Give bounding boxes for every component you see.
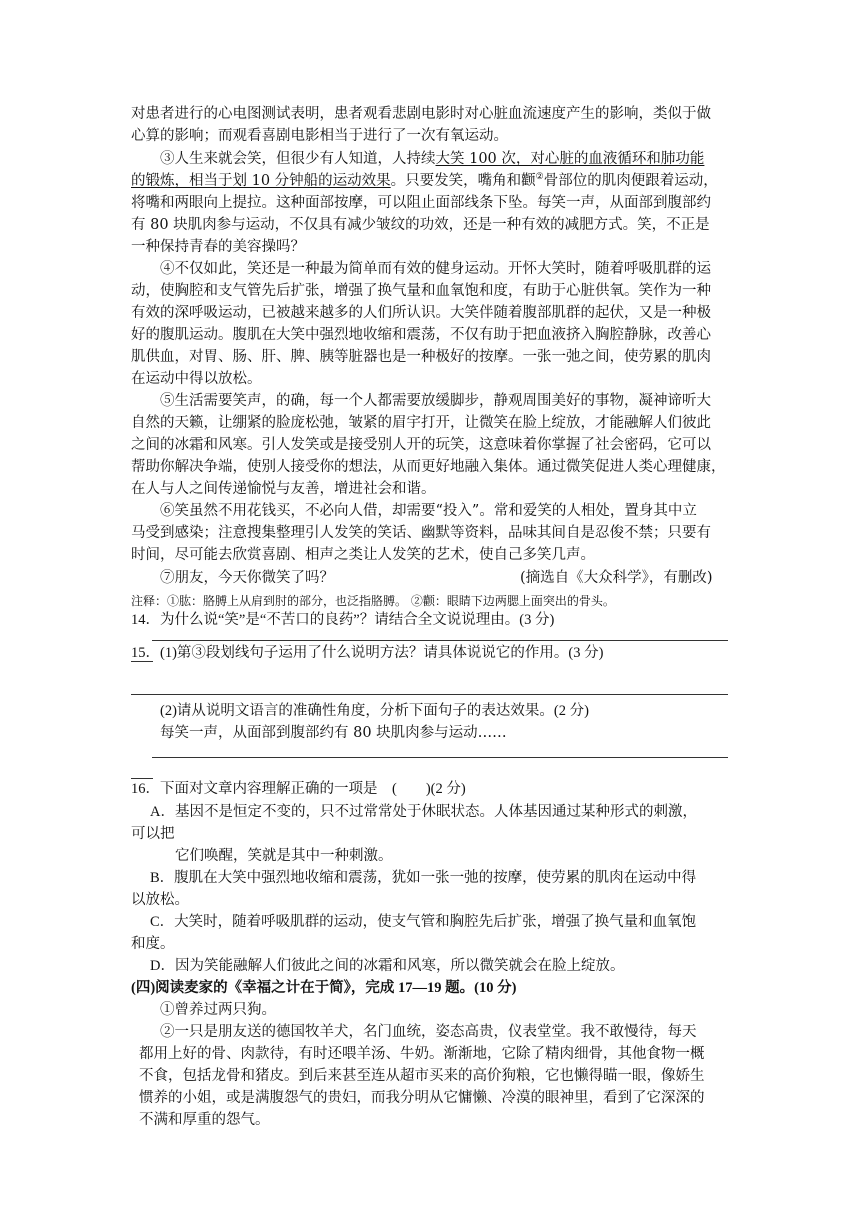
quoted-sentence: 每笑一声，从面部到腹部约有 80 块肌肉参与运动…… <box>160 725 507 741</box>
passage-line: ④不仅如此，笑还是一种最为简单而有效的健身运动。开怀大笑时，随着呼吸肌群的运 <box>160 261 711 277</box>
option-b[interactable]: B．腹肌在大笑中强烈地收缩和震荡，犹如一张一弛的按摩，使劳累的肌肉在运动中得 <box>150 870 697 886</box>
footnote: 注释：①肱：胳膊上从肩到肘的部分，也泛指胳膊。 ②颧：眼睛下边两腮上面突出的骨头。 <box>131 594 615 608</box>
passage-line: 将嘴和两眼向上提拉。这种面部按摩，可以阻止面部线条下坠。每笑一声，从面部到腹部约 <box>131 195 711 211</box>
passage-text: 。只要发笑，嘴角和颧 <box>390 173 536 189</box>
footnote-marker: ② <box>535 172 544 183</box>
paragraph-3-line1 <box>160 149 704 169</box>
passage-line: 帮助你解决争端，使别人接受你的想法，从而更好地融入集体。通过微笑促进人类心理健康， <box>131 459 726 475</box>
question-14: 14．为什么说“笑”是“不苦口的良药”？请结合全文说说理由。(3 分) <box>131 612 555 628</box>
paragraph-3-line2 <box>131 171 718 191</box>
source-citation: (摘选自《大众科学》，有删改) <box>520 570 713 586</box>
option-c-cont: 和度。 <box>131 936 175 952</box>
question-16: 16．下面对文章内容理解正确的一项是 ( )(2 分) <box>131 781 466 797</box>
option-b-cont: 以放松。 <box>131 892 189 908</box>
answer-line[interactable] <box>152 757 728 758</box>
option-a-cont: 它们唤醒，笑就是其中一种刺激。 <box>175 848 393 864</box>
question-15-2: (2)请从说明文语言的准确性角度，分析下面句子的表达效果。(2 分) <box>160 703 589 719</box>
passage-line: 惯养的小姐，或是满腹怨气的贵妇，而我分明从它慵懒、冷漠的眼神里，看到了它深深的 <box>139 1090 705 1106</box>
passage-line: 对患者进行的心电图测试表明，患者观看悲剧电影时对心脏血流速度产生的影响，类似于做 <box>131 106 711 122</box>
section-heading: (四)阅读麦家的《幸福之计在于简》，完成 17—19 题。(10 分) <box>131 980 517 996</box>
passage-line: 肌供血，对胃、肠、肝、脾、胰等脏器也是一种极好的按摩。一张一弛之间，使劳累的肌肉 <box>131 349 711 365</box>
underlined-sentence: 大笑 100 次，对心脏的血液循环和肺功能 <box>435 151 705 167</box>
passage-line: 马受到感染；注意搜集整理引人发笑的笑话、幽默等资料，品味其间自是忍俊不禁；只要有 <box>131 525 711 541</box>
passage-line: 之间的冰霜和风寒。引人发笑或是接受别人开的玩笑，这意味着你掌握了社会密码，它可以 <box>131 437 711 453</box>
passage-line: ⑤生活需要笑声，的确，每一个人都需要放缓脚步，静观周围美好的事物，凝神谛听大 <box>160 393 711 409</box>
underlined-sentence: 的锻炼，相当于划 10 分钟船的运动效果 <box>131 173 391 189</box>
option-c[interactable]: C．大笑时，随着呼吸肌群的运动，使支气管和胸腔先后扩张，增强了换气量和血氧饱 <box>150 914 697 930</box>
answer-line[interactable] <box>152 640 728 641</box>
passage-line: 在人与人之间传递愉悦与友善，增进社会和谐。 <box>131 481 436 497</box>
passage-line: 好的腹肌运动。腹肌在大笑中强烈地收缩和震荡，不仅有助于把血液挤入胸腔静脉，改善心 <box>131 327 711 343</box>
passage-line: 都用上好的骨、肉款待，有时还喂羊汤、牛奶。渐渐地，它除了精肉细骨，其他食物一概 <box>139 1046 705 1062</box>
option-d[interactable]: D．因为笑能融解人们彼此之间的冰霜和风寒，所以微笑就会在脸上绽放。 <box>150 958 625 974</box>
passage-line: ①曾养过两只狗。 <box>160 1002 276 1018</box>
passage-line: 自然的天籁，让绷紧的脸庞松弛，皱紧的眉宇打开，让微笑在脸上绽放，才能融解人们彼此 <box>131 415 711 431</box>
passage-line: 不满和厚重的怨气。 <box>139 1112 270 1128</box>
passage-line: 动，使胸腔和支气管先后扩张，增强了换气量和血氧饱和度，有助于心脏供氧。笑作为一种 <box>131 283 711 299</box>
passage-text: ③人生来就会笑，但很少有人知道，人持续 <box>160 151 436 167</box>
passage-line: 有 80 块肌肉参与运动，不仅具有减少皱纹的功效，还是一种有效的减肥方式。笑，不正是 <box>131 217 710 233</box>
answer-line[interactable] <box>131 694 728 695</box>
option-a[interactable]: A．基因不是恒定不变的，只不过常常处于休眠状态。人体基因通过某种形式的刺激， <box>150 804 697 820</box>
option-a-cont: 可以把 <box>131 826 175 842</box>
passage-line: ⑦朋友，今天你微笑了吗？ <box>160 570 334 586</box>
passage-line: 心算的影响；而观看喜剧电影相当于进行了一次有氧运动。 <box>131 128 508 144</box>
passage-line: 在运动中得以放松。 <box>131 371 262 387</box>
passage-line: 有效的深呼吸运动，已被越来越多的人们所认识。大笑伴随着腹部肌群的起伏，又是一种极 <box>131 305 711 321</box>
passage-line: ②一只是朋友送的德国牧羊犬，名门血统，姿态高贵，仪表堂堂。我不敢慢待，每天 <box>160 1024 697 1040</box>
passage-line: 一种保持青春的美容操吗？ <box>131 239 305 255</box>
passage-text: 骨部位的肌肉便跟着运动， <box>543 173 718 189</box>
passage-line: ⑥笑虽然不用花钱买，不必向人借，却需要“投入”。常和爱笑的人相处，置身其中立 <box>160 503 697 519</box>
passage-line: 时间，尽可能去欣赏喜剧、相声之类让人发笑的艺术，使自己多笑几声。 <box>131 547 595 563</box>
passage-line: 不食，包括龙骨和猪皮。到后来甚至连从超市买来的高价狗粮，它也懒得瞄一眼，像娇生 <box>139 1068 705 1084</box>
question-15-1: 15．(1)第③段划线句子运用了什么说明方法？请具体说说它的作用。(3 分) <box>131 645 604 661</box>
